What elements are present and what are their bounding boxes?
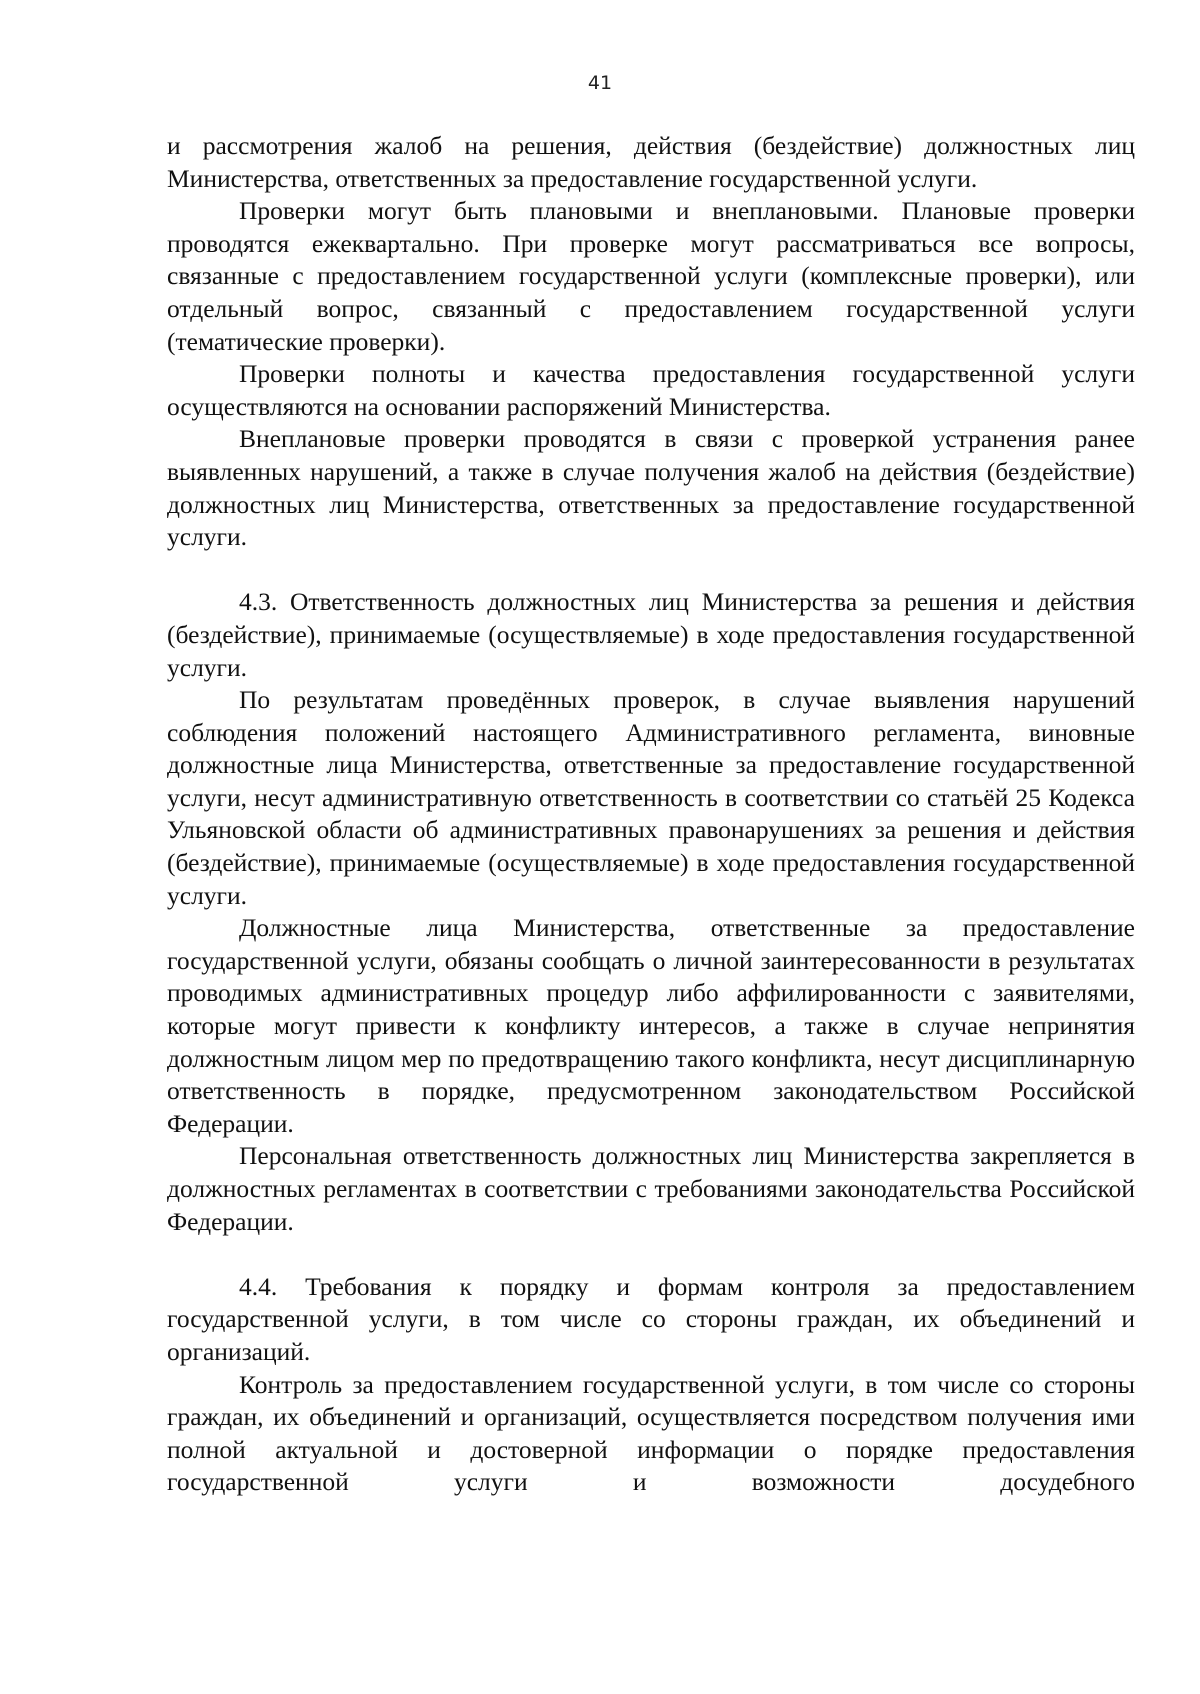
page-number: 41	[587, 72, 613, 94]
paragraph-personal-responsibility: Персональная ответственность должностных лиц Министерства закрепляется в должностных регламентах в соответствии с требованиями законодательства Российской Федерации.	[167, 1141, 1135, 1236]
section-heading-4-4: 4.4. Требования к порядку и формам контроля за предоставлением государственной услуги, в том числе со стороны граждан, их объединений и организаций.	[167, 1271, 1135, 1366]
paragraph-public-control: Контроль за предоставлением государственной услуги, в том числе со стороны граждан, их объединений и организаций, осуществляется посредством получения ими полной актуальной и достоверной информации о порядке предоставления государственной услуги и возможности досудебного	[167, 1369, 1135, 1497]
paragraph-inspection-types: Проверки могут быть плановыми и внеплановыми. Плановые проверки проводятся ежеквартально. При проверке могут рассматриваться все вопросы, связанные с предоставлением государственной услуги (комплексные проверки), или отдельный вопрос, связанный с предоставлением государственной услуги (тематические проверки).	[167, 196, 1135, 356]
paragraph-inspection-basis: Проверки полноты и качества предоставления государственной услуги осуществляются на основании распоряжений Министерства.	[167, 359, 1135, 421]
paragraph-administrative-liability: По результатам проведённых проверок, в случае выявления нарушений соблюдения положений настоящего Административного регламента, виновные должностные лица Министерства, ответственные за предоставление государственной услуги, несут административную ответственность в соответствии со статьёй 25 Кодекса Ульяновской области об административных правонарушениях за решения и действия (бездействие), принимаемые (осуществляемые) в ходе предоставления государственной услуги.	[167, 685, 1135, 910]
paragraph-complaints-review: и рассмотрения жалоб на решения, действия (бездействие) должностных лиц Министерства, ответственных за предоставление государственной услуги.	[167, 131, 1135, 193]
paragraph-conflict-of-interest: Должностные лица Министерства, ответственные за предоставление государственной услуги, обязаны сообщать о личной заинтересованности в результатах проводимых административных процедур либо аффилированности с заявителями, которые могут привести к конфликту интересов, а также в случае непринятия должностным лицом мер по предотвращению такого конфликта, несут дисциплинарную ответственность в порядке, предусмотренном законодательством Российской Федерации.	[167, 913, 1135, 1138]
section-spacer	[167, 554, 1135, 587]
section-heading-4-3: 4.3. Ответственность должностных лиц Министерства за решения и действия (бездействие), принимаемые (осуществляемые) в ходе предоставления государственной услуги.	[167, 587, 1135, 682]
section-spacer	[167, 1238, 1135, 1271]
document-body	[167, 130, 1135, 1499]
paragraph-unscheduled-inspections: Внеплановые проверки проводятся в связи с проверкой устранения ранее выявленных нарушений, а также в случае получения жалоб на действия (бездействие) должностных лиц Министерства, ответственных за предоставление государственной услуги.	[167, 424, 1135, 552]
